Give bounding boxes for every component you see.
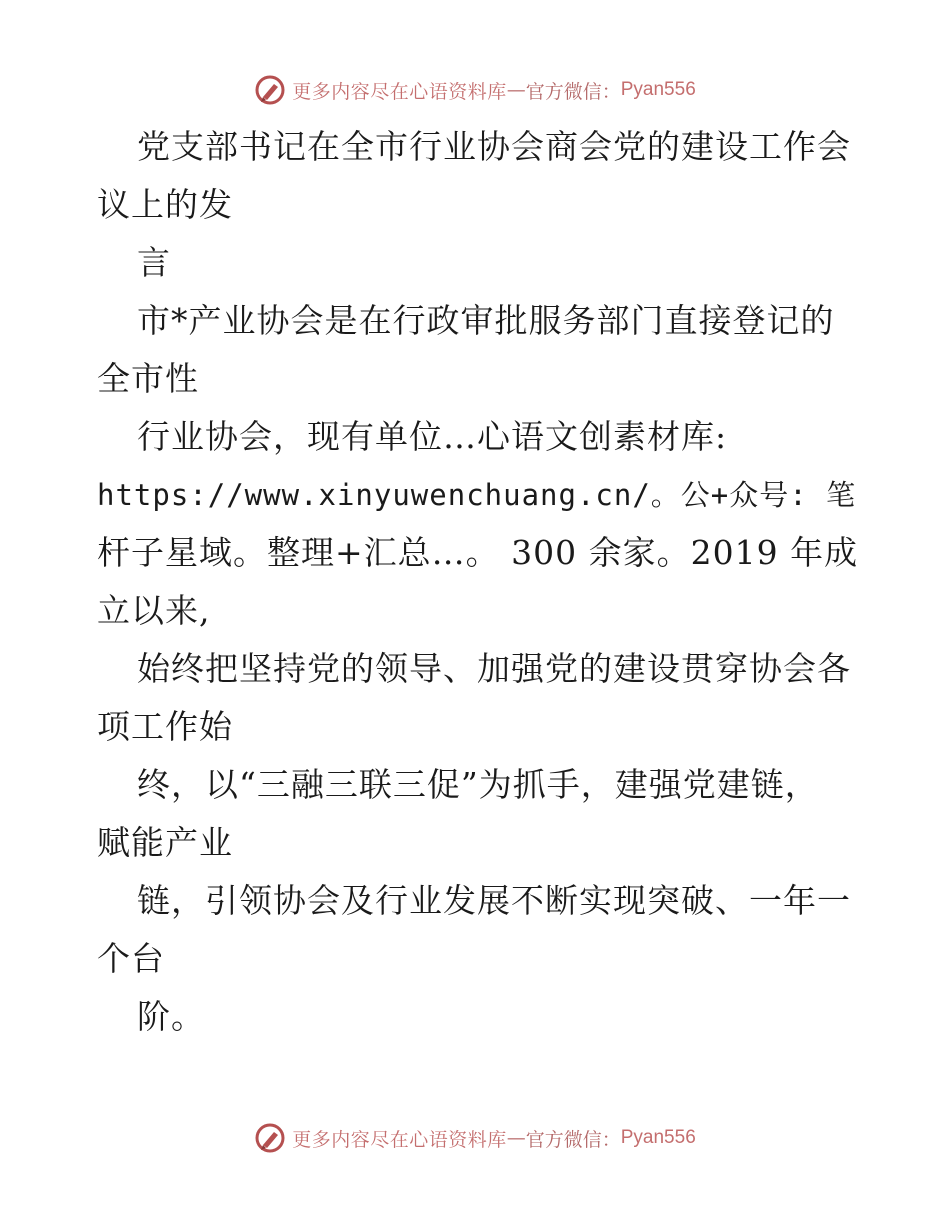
text-line: 阶。 — [137, 997, 205, 1036]
text-line: 党支部书记在全市行业协会商会党的建设工作会 — [137, 127, 851, 166]
site-name-text: 更多内容尽在心语资料库 — [292, 1128, 507, 1151]
text-line: 杆子星域。整理+汇总…。 300 余家。2019 年成 — [97, 533, 859, 572]
logo-pen-icon — [254, 74, 286, 106]
logo-pen-icon — [254, 1122, 286, 1154]
text-line: 始终把坚持党的领导、加强党的建设贯穿协会各 — [137, 649, 851, 688]
text-line: 立以来, — [97, 591, 211, 630]
text-line: 个台 — [97, 939, 165, 978]
text-line: 行业协会，现有单位…心语文创素材库: — [137, 417, 728, 456]
text-line: 市*产业协会是在行政审批服务部门直接登记的 — [137, 301, 835, 340]
header-watermark-banner — [0, 68, 950, 112]
wechat-id: Pyan556 — [620, 79, 696, 100]
text-line: 议上的发 — [97, 185, 233, 224]
text-line: 终，以“三融三联三促”为抓手，建强党建链， — [137, 765, 819, 804]
wechat-label: 官方微信： — [525, 1128, 621, 1151]
text-line-url: https://www.xinyuwenchuang.cn/。公+众号: 笔 — [97, 478, 857, 512]
wechat-label: 官方微信： — [525, 80, 621, 103]
text-line: 言 — [137, 243, 171, 282]
text-line: 项工作始 — [97, 707, 233, 746]
text-line: 链，引领协会及行业发展不断实现突破、一年一 — [137, 881, 851, 920]
text-line: 赋能产业 — [97, 823, 233, 862]
wechat-id: Pyan556 — [620, 1127, 696, 1148]
footer-watermark-banner — [0, 1116, 950, 1160]
site-name-text: 更多内容尽在心语资料库 — [292, 80, 507, 103]
separator-text: — — [506, 79, 526, 101]
text-line: 全市性 — [97, 359, 199, 398]
separator-text: — — [506, 1127, 526, 1149]
document-body — [97, 118, 867, 1046]
